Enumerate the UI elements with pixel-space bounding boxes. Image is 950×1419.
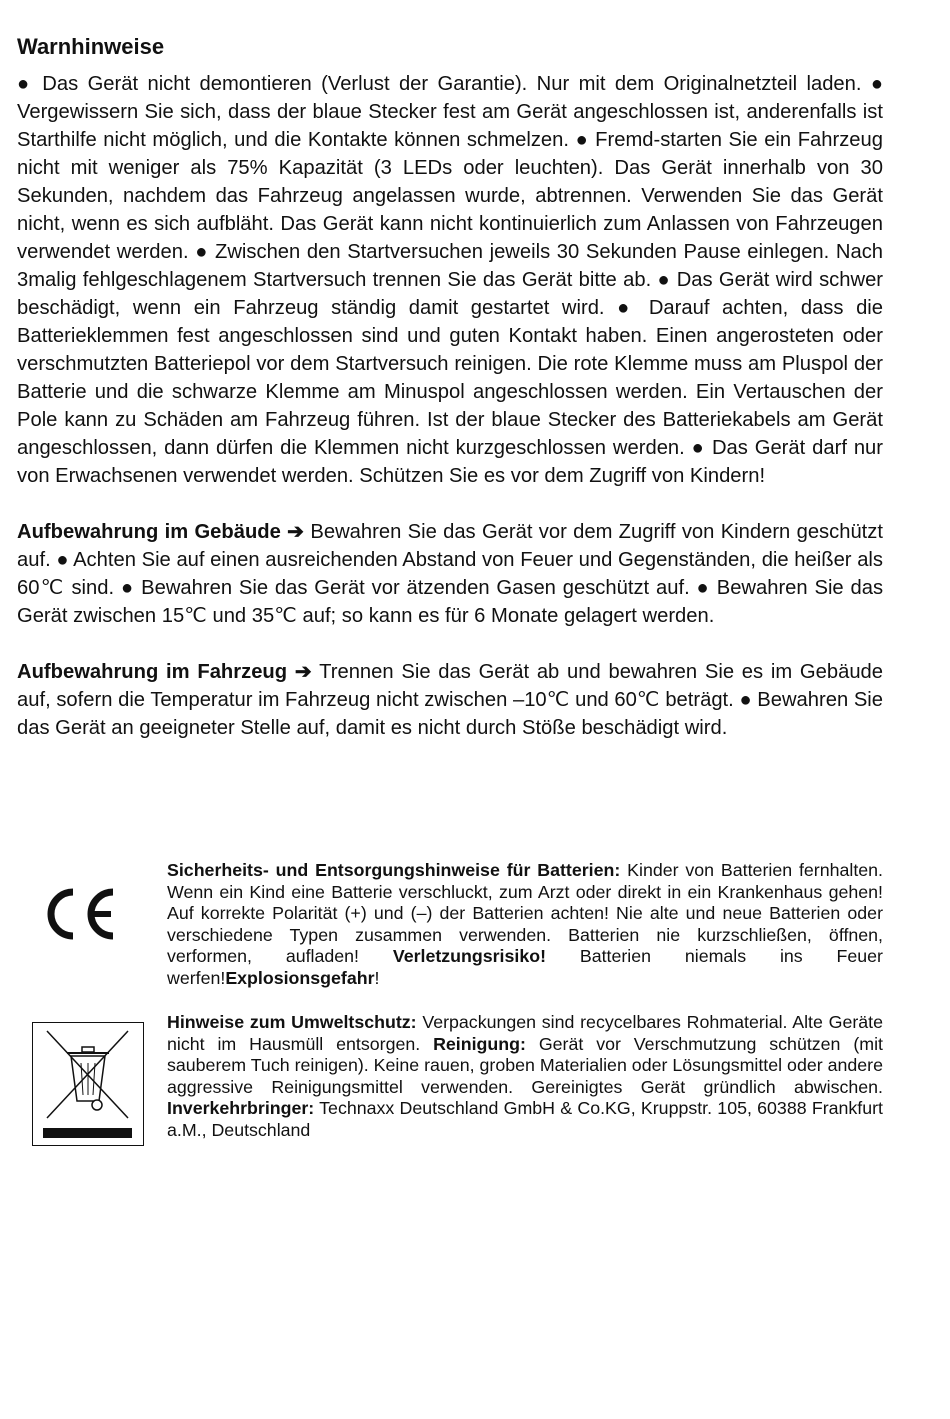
bullet-icon: ●: [739, 689, 752, 711]
environment-text: [167, 1012, 883, 1142]
environment-section: [17, 1012, 883, 1162]
bullet-icon: ●: [17, 73, 33, 95]
environment-label: Hinweise zum Umweltschutz:: [167, 1012, 417, 1032]
cleaning-text: Gerät vor Verschmutzung schützen (mit sauberem Tuch reinigen). Keine rauen, groben Materialien oder Lösungsmittel oder andere aggressive Reinigungsmittel verwenden. Gereinigtes Gerät gründlich abwischen.: [167, 1033, 883, 1097]
building-1: Bewahren Sie das Gerät vor dem Zugriff von Kindern geschützt auf.: [17, 521, 883, 571]
storage-vehicle-paragraph: [17, 658, 883, 742]
bullet-icon: ●: [617, 297, 637, 319]
battery-text: Kinder von Batterien fernhalten. Wenn ein Kind eine Batterie verschluckt, zum Arzt oder direkt in ein Krankenhaus gehen! Auf korrekte Polarität (+) und (–) der Batterien achten! Nie alte und neue Batterien oder verschiedene Typen zusammen verwenden. Batterien nie kurzschließen, öffnen, verformen, aufladen!: [167, 860, 883, 967]
warning-7: Das Gerät darf nur von Erwachsenen verwendet werden. Schützen Sie es vor dem Zugriff von Kindern!: [17, 437, 883, 487]
cleaning-label: Reinigung:: [433, 1033, 526, 1054]
warning-1: Das Gerät nicht demontieren (Verlust der Garantie). Nur mit dem Originalnetzteil laden.: [42, 73, 862, 95]
ce-mark-icon: [39, 884, 119, 944]
warning-heading: Warnhinweise: [17, 34, 165, 59]
vehicle-2: Bewahren Sie das Gerät an geeigneter Stelle auf, damit es nicht durch Stöße beschädigt wird.: [17, 689, 884, 739]
vehicle-1: Trennen Sie das Gerät ab und bewahren Sie es im Gebäude auf, sofern die Temperatur im Fahrzeug nicht zwischen –10℃ und 60℃ beträgt.: [17, 661, 883, 711]
battery-safety-label: Sicherheits- und Entsorgungshinweise für Batterien:: [167, 860, 621, 880]
arrow-right-icon: ➔: [294, 661, 312, 683]
building-2: Achten Sie auf einen ausreichenden Abstand von Feuer und Gegenständen, die heißer als 60℃ sind.: [17, 549, 884, 599]
injury-risk-label: Verletzungsrisiko!: [392, 946, 546, 967]
battery-safety-section: [17, 860, 883, 1000]
crossed-out-wheelie-bin-icon: [32, 1022, 144, 1146]
warning-3: Fremd-starten Sie ein Fahrzeug nicht mit weniger als 75% Kapazität (3 LEDs oder leuchten). Das Gerät innerhalb von 30 Sekunden, nachdem das Fahrzeug angelassen wurde, abtrennen. Verwenden Sie das Gerät nicht, wenn es sich aufbläht. Das Gerät kann nicht kontinuierlich zum Anlassen von Fahrzeugen verwendet werden.: [17, 129, 883, 263]
explosion-risk-label: Explosionsgefahr: [225, 967, 375, 988]
exclamation: !: [374, 967, 380, 988]
bullet-icon: ●: [691, 437, 706, 459]
storage-building-label: Aufbewahrung im Gebäude: [17, 521, 281, 543]
distributor-label: Inverkehrbringer:: [167, 1098, 315, 1119]
battery-fire-text: Batterien niemals ins Feuer werfen!: [167, 946, 883, 988]
warning-6: Darauf achten, dass die Batterieklemmen fest angeschlossen sind und guten Kontakt haben. Einen angerosteten oder verschmutzten Batteriepol vor dem Startversuch reinigen. Die rote Klemme muss am Pluspol der Batterie und die schwarze Klemme am Minuspol angeschlossen werden. Ein Vertauschen der Pole kann zu Schäden am Fahrzeug führen. Ist der blaue Stecker des Batteriekabels am Gerät angeschlossen, dann dürfen die Klemmen nicht kurzgeschlossen werden.: [17, 297, 884, 459]
battery-safety-text: [167, 860, 883, 990]
bullet-icon: ●: [657, 269, 671, 291]
warning-2: Vergewissern Sie sich, dass der blaue Stecker fest am Gerät angeschlossen ist, anderenfalls ist Starthilfe nicht möglich, und die Kontakte können schmelzen.: [17, 101, 883, 151]
warning-4: Zwischen den Startversuchen jeweils 30 Sekunden Pause einlegen. Nach 3malig fehlgeschlagenem Startversuch trennen Sie das Gerät bitte ab.: [17, 241, 884, 291]
bullet-icon: ●: [195, 241, 209, 263]
bullet-icon: ●: [120, 577, 135, 599]
building-4: Bewahren Sie das Gerät zwischen 15℃ und 35℃ auf; so kann es für 6 Monate gelagert werden.: [17, 577, 884, 627]
storage-building-paragraph: [17, 518, 883, 630]
storage-vehicle-label: Aufbewahrung im Fahrzeug: [17, 661, 288, 683]
bullet-icon: ●: [870, 73, 883, 95]
bullet-icon: ●: [56, 549, 69, 571]
document-page: [17, 30, 884, 1140]
environment-text-1: Verpackungen sind recycelbares Rohmaterial. Alte Geräte nicht im Hausmüll entsorgen.: [167, 1012, 883, 1054]
warnings-paragraph: [17, 70, 883, 490]
arrow-right-icon: ➔: [287, 521, 305, 543]
building-3: Bewahren Sie das Gerät vor ätzenden Gasen geschützt auf.: [141, 577, 690, 599]
bullet-icon: ●: [575, 129, 589, 151]
distributor-text: Technaxx Deutschland GmbH & Co.KG, Kruppstr. 105, 60388 Frankfurt a.M., Deutschland: [167, 1098, 883, 1140]
warning-5: Das Gerät wird schwer beschädigt, wenn ein Fahrzeug ständig damit gestartet wird.: [17, 269, 884, 319]
bullet-icon: ●: [696, 577, 710, 599]
